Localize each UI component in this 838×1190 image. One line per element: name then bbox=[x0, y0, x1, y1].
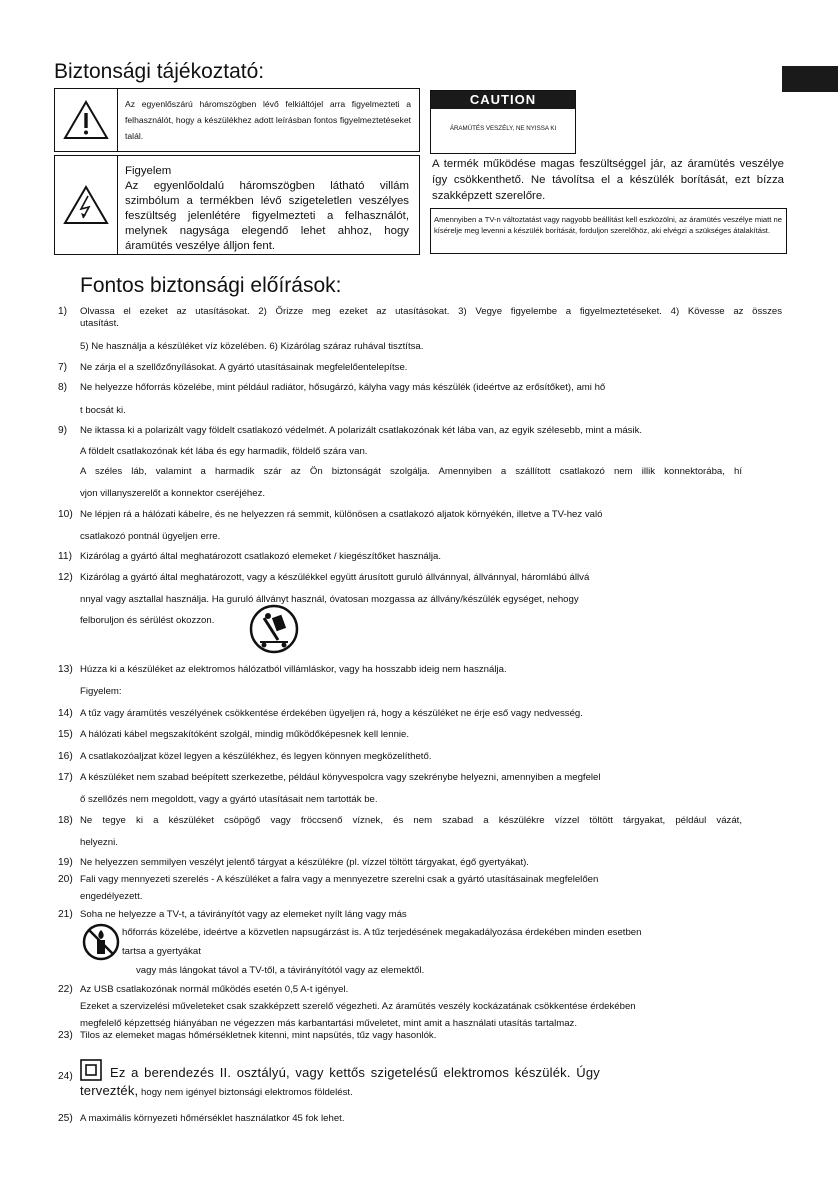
item-text: A csatlakozóaljzat közel legyen a készülékhez, és legyen könnyen megközelíthető. bbox=[80, 751, 432, 762]
item-text: A földelt csatlakozónak két lába és egy harmadik, földelő szára van. bbox=[80, 446, 368, 457]
item-text: vjon villanyszerelőt a konnektor cseréjéhez. bbox=[80, 488, 266, 499]
lightning-warning-text: Figyelem Az egyenlőoldalú háromszögben látható villám szimbólum a termékben lévő szigeteletlen veszélyes feszültség jelenlétére figyelmezteti a felhasználót, melynek nagysága elegendő lehet ahhoz, hogy áramütés veszélye álljon fent. bbox=[125, 165, 409, 252]
class-ii-double-insulation-icon bbox=[80, 1059, 102, 1081]
item-text: utasítást. bbox=[80, 318, 119, 329]
item-text: helyezni. bbox=[80, 837, 118, 848]
item-number: 18) bbox=[58, 815, 73, 826]
item-number: 25) bbox=[58, 1113, 73, 1124]
item-text: tartsa a gyertyákat bbox=[122, 946, 201, 957]
exclamation-warning-box bbox=[54, 88, 420, 152]
item-number: 10) bbox=[58, 509, 73, 520]
item-number: 17) bbox=[58, 772, 73, 783]
item-text: Kizárólag a gyártó által meghatározott, vagy a készülékkel együtt árusított guruló állvánnyal, állvánnyal, háromlábú állvá bbox=[80, 572, 590, 583]
caution-text: ÁRAMÜTÉS VESZÉLY, NE NYISSA KI bbox=[449, 125, 557, 132]
item-text: Kizárólag a gyártó által meghatározott csatlakozó elemeket / kiegészítőket használja. bbox=[80, 551, 442, 562]
item-text: engedélyezett. bbox=[80, 891, 143, 902]
item-number: 12) bbox=[58, 572, 73, 583]
item-text: hogy nem igényel biztonsági elektromos földelést. bbox=[138, 1087, 353, 1098]
no-open-flame-icon bbox=[82, 922, 120, 962]
item-text: A maximális környezeti hőmérséklet használatkor 45 fok lehet. bbox=[80, 1113, 345, 1124]
item-text: Ne helyezzen semmilyen veszélyt jelentő tárgyat a készülékre (pl. vízzel töltött tárgyakat, égő gyertyákat). bbox=[80, 857, 529, 868]
item-text: Ne lépjen rá a hálózati kábelre, és ne helyezzen rá semmit, különösen a csatlakozó aljatok környékén, illetve a TV-hez való bbox=[80, 509, 603, 520]
item-text: Ez a berendezés II. osztályú, vagy kettős szigetelésű elektromos készülék. Úgy bbox=[110, 1065, 600, 1080]
item-text: Ne tegye ki a készüléket csöpögő vagy fröccsenő víznek, és nem szabad a készülékre vízzel töltött tárgyakat, például vázát, bbox=[80, 815, 742, 826]
item-text: A hálózati kábel megszakítóként szolgál, mindig működőképesnek kell lennie. bbox=[80, 729, 410, 740]
item-number: 15) bbox=[58, 729, 73, 740]
item-text: tervezték, bbox=[80, 1083, 139, 1098]
item-text: t bocsát ki. bbox=[80, 405, 126, 416]
item-text: Ne zárja el a szellőzőnyílásokat. A gyártó utasításainak megfelelőentelepítse. bbox=[80, 362, 408, 373]
item-text: 5) Ne használja a készüléket víz közelében. 6) Kizárólag száraz ruhával tisztítsa. bbox=[80, 341, 424, 352]
item-text: Húzza ki a készüléket az elektromos hálózatból villámláskor, vagy ha hosszabb ideig nem használja. bbox=[80, 664, 507, 675]
item-number: 19) bbox=[58, 857, 73, 868]
caution-label bbox=[430, 90, 576, 154]
side-tab-marker bbox=[782, 66, 838, 92]
item-number: 8) bbox=[58, 382, 68, 393]
exclamation-triangle-icon bbox=[55, 89, 118, 151]
caution-heading: CAUTION bbox=[431, 91, 575, 109]
item-text: nnyal vagy asztallal használja. Ha guruló állványt használ, óvatosan mozgassa az állvány/készülék egységet, nehogy bbox=[80, 594, 579, 605]
item-text: Ne iktassa ki a polarizált vagy földelt csatlakozó védelmét. A polarizált csatlakozónak két lába van, az egyik szélesebb, mint a másik. bbox=[80, 425, 643, 436]
item-text: vagy más lángokat távol a TV-től, a távirányítótól vagy az elemektől. bbox=[136, 965, 425, 976]
item-number: 24) bbox=[58, 1071, 73, 1082]
lightning-warning-box bbox=[54, 155, 420, 255]
item-text: megfelelő képzettség hiányában ne végezzen más karbantartási műveletet, mint amit a használati utasítás tartalmaz. bbox=[80, 1018, 578, 1029]
lightning-triangle-icon bbox=[55, 156, 118, 254]
modification-notice-text: Amennyiben a TV-n változtatást vagy nagyobb beállítást kell eszközölni, az áramütés veszélye miatt ne kísérelje meg levenni a készülék borítását, forduljon szerelőhöz, aki elvégzi a szükséges átalakítást. bbox=[434, 215, 782, 235]
item-number: 11) bbox=[58, 551, 72, 562]
item-text: ő szellőzés nem megoldott, vagy a gyártó utasításait nem tartották be. bbox=[80, 794, 378, 805]
item-number: 1) bbox=[58, 306, 68, 317]
item-number: 7) bbox=[58, 362, 68, 373]
item-text: Ne helyezze hőforrás közelébe, mint például radiátor, hősugárzó, kályha vagy más készülék (ideértve az erősítőket), ami hő bbox=[80, 382, 606, 393]
item-text: Figyelem: bbox=[80, 686, 122, 697]
item-number: 22) bbox=[58, 984, 73, 995]
item-text: hőforrás közelébe, ideértve a közvetlen napsugárzást is. A tűz terjedésének megakadályozása érdekében minden esetben bbox=[122, 927, 642, 938]
item-text: Ezeket a szervizelési műveleteket csak szakképzett szerelő végezheti. Az áramütés veszély kockázatának csökkentése érdekében bbox=[80, 1001, 636, 1012]
cart-tipover-warning-icon bbox=[248, 604, 300, 654]
item-text: Olvassa el ezeket az utasításokat. 2) Őrizze meg ezeket az utasításokat. 3) Vegye figyelembe a figyelmeztetéseket. 4) Kövesse az összes bbox=[80, 306, 782, 317]
high-voltage-notice: A termék működése magas feszültséggel jár, az áramütés veszélye így csökkenthető. Ne távolítsa el a készülék borítását, ezt bízza szakképzett szerelőre. bbox=[432, 158, 784, 202]
item-text: Tilos az elemeket magas hőmérsékletnek kitenni, mint napsütés, tűz vagy hasonlók. bbox=[80, 1030, 437, 1041]
item-number: 16) bbox=[58, 751, 73, 762]
item-text: csatlakozó pontnál ügyeljen erre. bbox=[80, 531, 221, 542]
item-text: Soha ne helyezze a TV-t, a távirányítót vagy az elemeket nyílt láng vagy más bbox=[80, 909, 407, 920]
item-text: A készüléket nem szabad beépített szerkezetbe, például könyvespolcra vagy szekrénybe helyezni, amennyiben a megfelel bbox=[80, 772, 601, 783]
item-text: A tűz vagy áramütés veszélyének csökkentése érdekében ügyeljen rá, hogy a készüléket ne érje eső vagy nedvesség. bbox=[80, 708, 583, 719]
item-number: 20) bbox=[58, 874, 73, 885]
item-text: Az USB csatlakozónak normál működés esetén 0,5 A-t igényel. bbox=[80, 984, 349, 995]
page-title: Biztonsági tájékoztató: bbox=[54, 60, 265, 83]
item-number: 23) bbox=[58, 1030, 73, 1041]
item-text-line bbox=[80, 1085, 353, 1099]
section-title: Fontos biztonsági előírások: bbox=[80, 274, 342, 297]
item-text: Fali vagy mennyezeti szerelés - A készüléket a falra vagy a mennyezetre szerelni csak a gyártó utasításainak megfelelően bbox=[80, 874, 599, 885]
item-number: 14) bbox=[58, 708, 73, 719]
item-number: 13) bbox=[58, 664, 73, 675]
item-number: 9) bbox=[58, 425, 68, 436]
item-text: A széles láb, valamint a harmadik szár az Ön biztonságát szolgálja. Amennyiben a szállított csatlakozó nem illik konnektorába, hí bbox=[80, 466, 742, 477]
item-number: 21) bbox=[58, 909, 73, 920]
item-text: felboruljon és sérülést okozzon. bbox=[80, 615, 215, 626]
exclamation-warning-text: Az egyenlőszárú háromszögben lévő felkiáltójel arra figyelmezteti a felhasználót, hogy a készülékhez adott leírásban fontos figyelmeztetéseket talál. bbox=[125, 99, 411, 141]
modification-notice-box bbox=[430, 208, 787, 254]
